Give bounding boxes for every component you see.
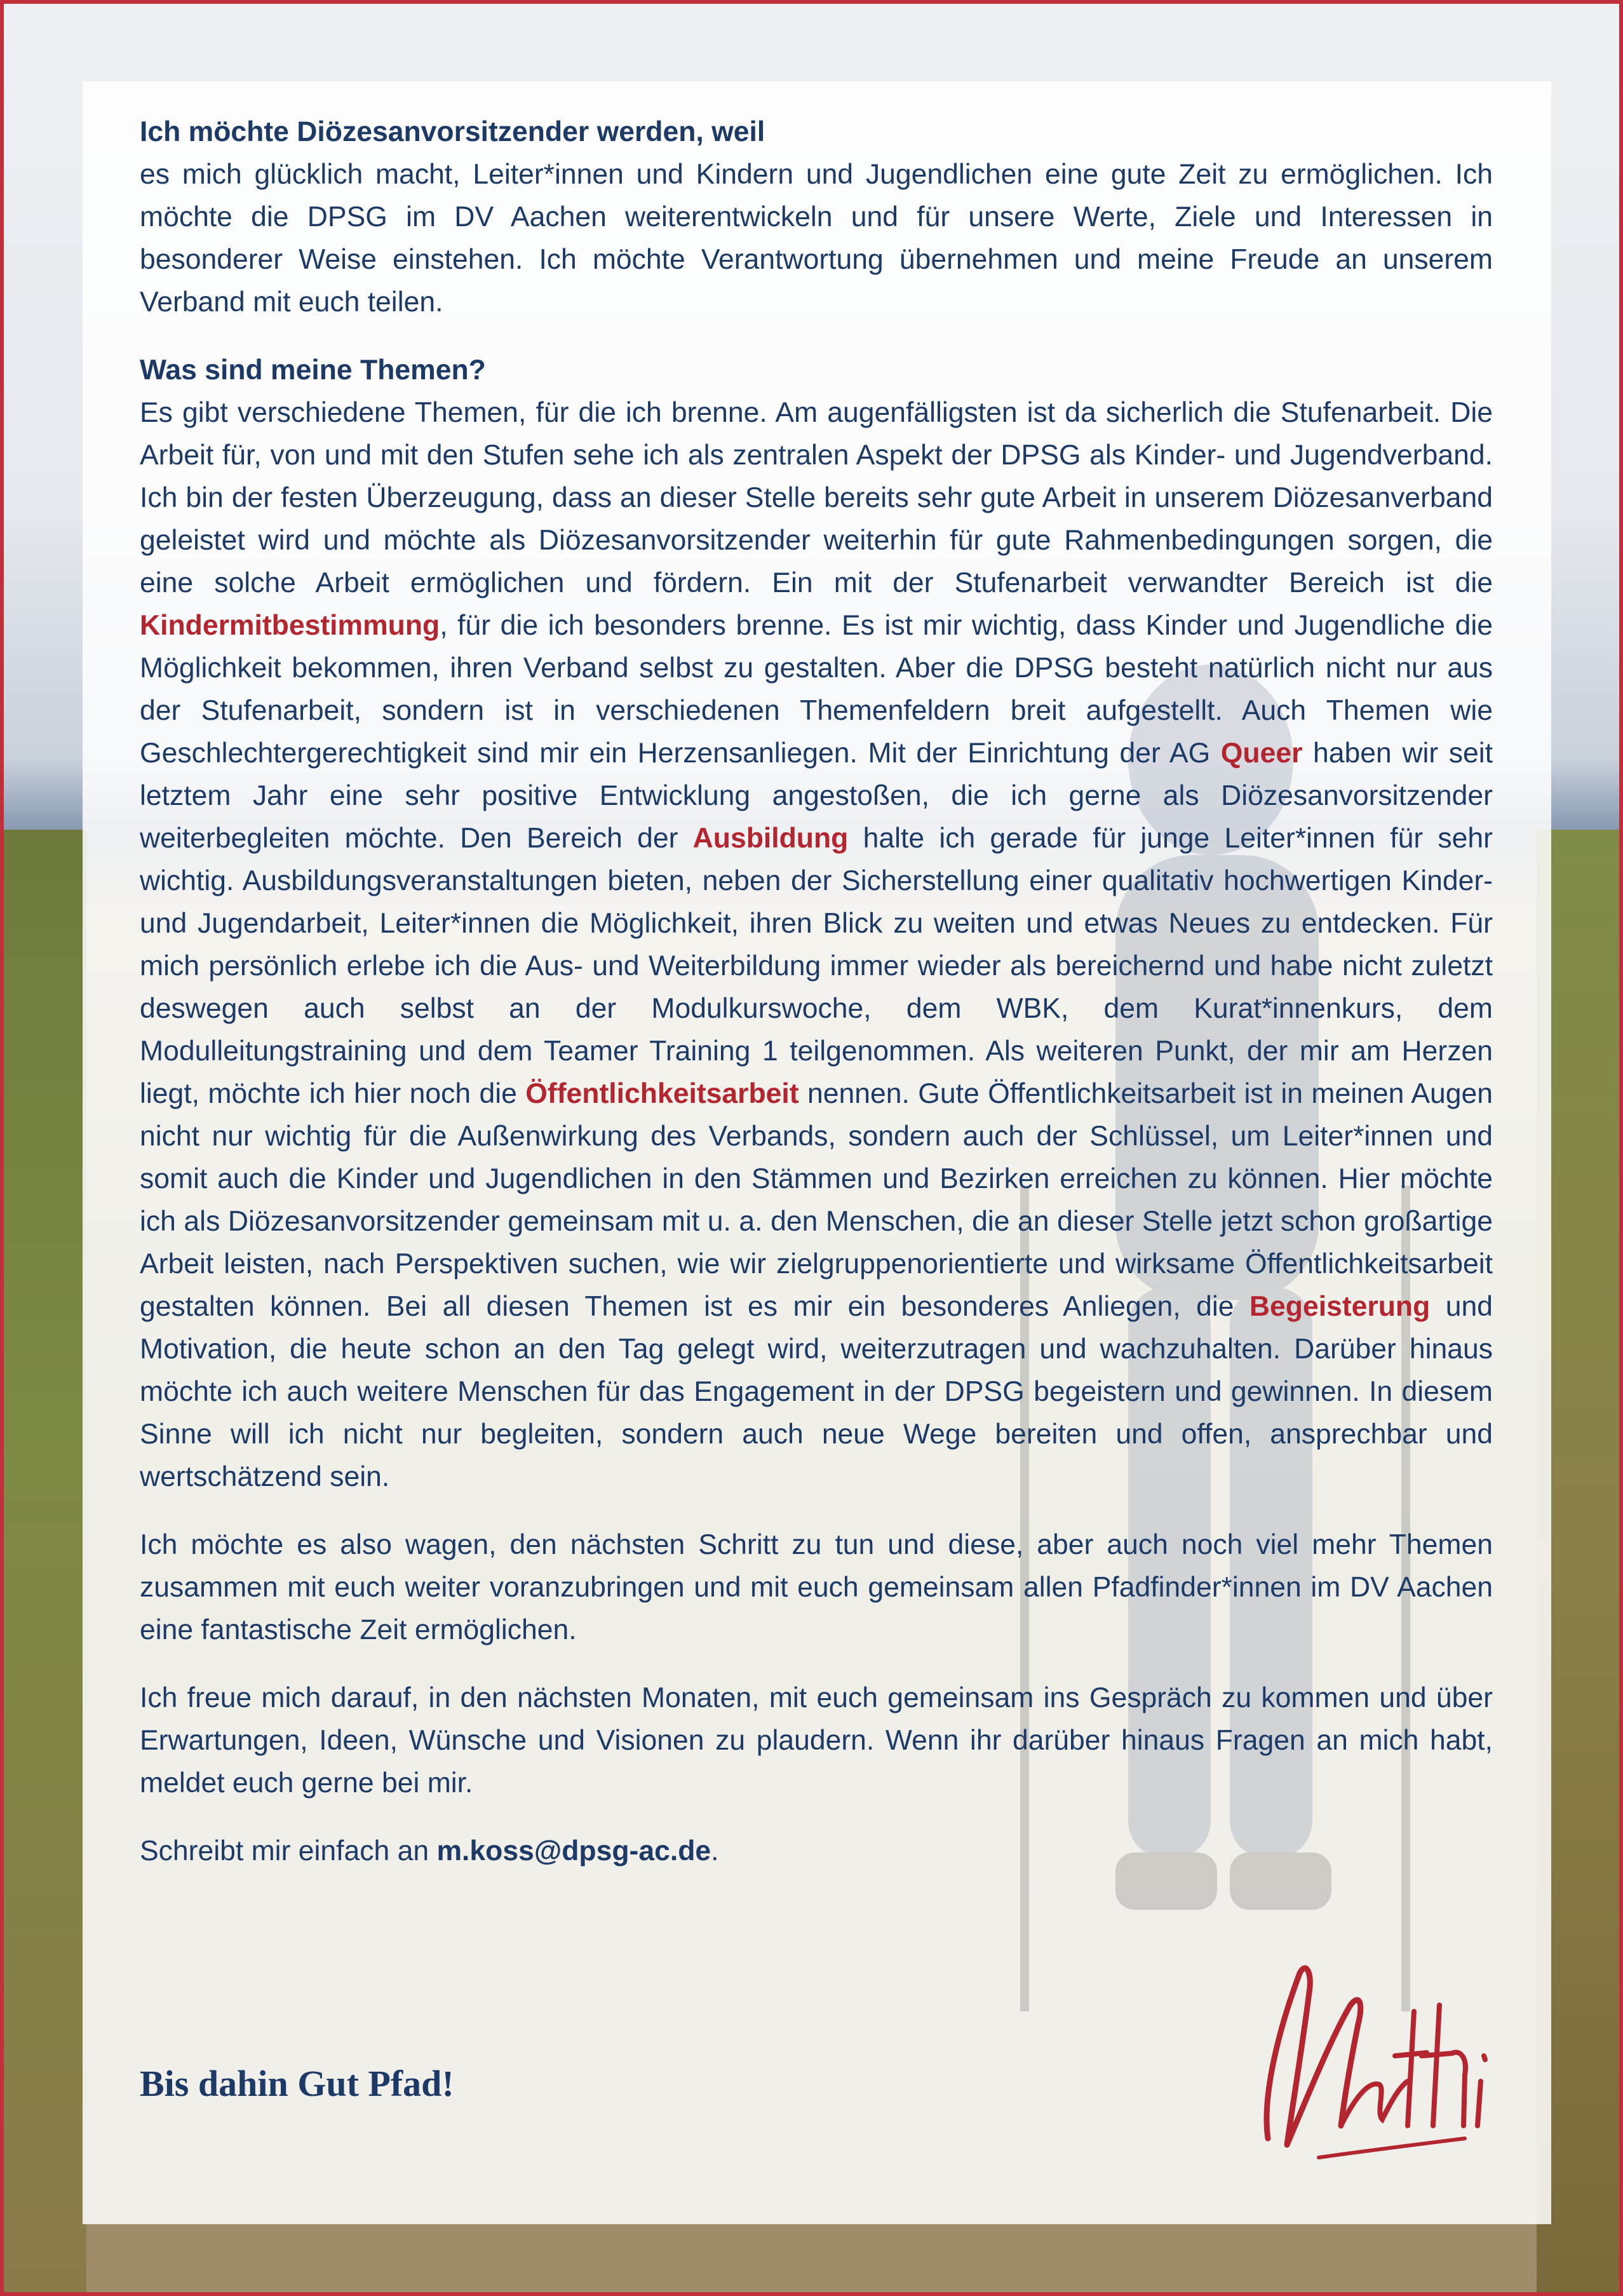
topics-text-6: und Motivation, die heute schon an den Tag gelegt wird, weiterzutragen und wachzuhalten. Darüber hinaus möchte ich auch weitere Menschen für das Engagement in der DPSG begeistern und gewinnen. In diesem Sinne will ich nicht nur begleiten, sondern auch neue Wege bereiten und offen, ansprechbar und wertschätzend sein. [140, 1291, 1493, 1492]
topics-text-5: nennen. Gute Öffentlichkeitsarbeit ist in meinen Augen nicht nur wichtig für die Außenwirkung des Verbands, sondern auch der Schlüssel, um Leiter*innen und somit auch die Kinder und Jugendlichen in den Stämmen und Bezirken erreichen zu können. Hier möchte ich als Diözesanvorsitzender gemeinsam mit u. a. den Menschen, die an dieser Stelle jetzt schon großartige Arbeit leisten, nach Perspektiven suchen, wie wir zielgruppenorientierte und wirksame Öffentlichkeitsarbeit gestalten können. Bei all diesen Themen ist es mir ein besonderes Anliegen, die [140, 1078, 1493, 1322]
paragraph-contact [140, 1830, 1493, 1872]
topics-text-1: Es gibt verschiedene Themen, für die ich brenne. Am augenfälligsten ist da sicherlich die Stufenarbeit. Die Arbeit für, von und mit den Stufen sehe ich als zentralen Aspekt der DPSG als Kinder- und Jugendverband. Ich bin der festen Überzeugung, dass an dieser Stelle bereits sehr gute Arbeit in unserem Diözesanverband geleistet wird und möchte als Diözesanvorsitzender weiterhin für gute Rahmenbedingungen sorgen, die eine solche Arbeit ermöglichen und fördern. Ein mit der Stufenarbeit verwandter Bereich ist die [140, 397, 1493, 598]
background-grass-left [4, 830, 86, 2296]
contact-prefix: Schreibt mir einfach an [140, 1835, 437, 1867]
paragraph-conversation: Ich freue mich darauf, in den nächsten Monaten, mit euch gemeinsam ins Gespräch zu kommen und über Erwartungen, Ideen, Wünsche und Visionen zu plaudern. Wenn ihr darüber hinaus Fragen an mich habt, meldet euch gerne bei mir. [140, 1682, 1493, 1799]
spacer [140, 1804, 1493, 1830]
paragraph-topics [140, 349, 1493, 1498]
signature [1223, 1935, 1516, 2177]
spacer [140, 1651, 1493, 1677]
spacer [140, 1498, 1493, 1523]
topics-text-2: , für die ich besonders brenne. Es ist mir wichtig, dass Kinder und Jugendliche die Möglichkeit bekommen, ihren Verband selbst zu gestalten. Aber die DPSG besteht natürlich nicht nur aus der Stufenarbeit, sondern ist in verschiedenen Themenfeldern breit aufgestellt. Auch Themen wie Geschlechtergerechtigkeit sind mir ein Herzensanliegen. Mit der Einrichtung der AG [140, 610, 1493, 769]
highlight-ausbildung: Ausbildung [692, 823, 849, 854]
highlight-queer: Queer [1220, 738, 1303, 769]
paragraph-next-step: Ich möchte es also wagen, den nächsten Schritt zu tun und diese, aber auch noch viel mehr Themen zusammen mit euch weiter voranzubringen und mit euch gemeinsam allen Pfadfinder*innen im DV Aachen eine fantastische Zeit ermöglichen. [140, 1529, 1493, 1645]
highlight-oeffentlichkeitsarbeit: Öffentlichkeitsarbeit [525, 1078, 799, 1109]
highlight-kindermitbestimmung: Kindermitbestimmung [140, 610, 440, 641]
topics-text-4: halte ich gerade für junge Leiter*innen für sehr wichtig. Ausbildungsveranstaltungen bieten, neben der Sicherstellung einer qualitativ hochwertigen Kinder- und Jugendarbeit, Leiter*innen die Möglichkeit, ihren Blick zu weiten und etwas Neues zu entdecken. Für mich persönlich erlebe ich die Aus- und Weiterbildung immer wieder als bereichernd und habe nicht zuletzt deswegen auch selbst an der Modulkurswoche, dem WBK, dem Kurat*innenkurs, dem Modulleitungstraining und dem Teamer Training 1 teilgenommen. Als weiteren Punkt, der mir am Herzen liegt, möchte ich hier noch die [140, 823, 1493, 1109]
letter-body [140, 111, 1493, 1872]
closing-greeting: Bis dahin Gut Pfad! [140, 2063, 454, 2104]
spacer [140, 323, 1493, 349]
heading-why: Ich möchte Diözesanvorsitzender werden, weil [140, 116, 765, 147]
email-link[interactable]: m.koss@dpsg-ac.de [436, 1835, 711, 1867]
contact-suffix: . [711, 1835, 719, 1867]
topics-text-3: haben wir seit letztem Jahr eine sehr positive Entwicklung angestoßen, die ich gerne als Diözesanvorsitzender weiterbegleiten möchte. Den Bereich der [140, 738, 1493, 854]
paragraph-intro [140, 111, 1493, 323]
highlight-begeisterung: Begeisterung [1249, 1291, 1431, 1322]
intro-text: es mich glücklich macht, Leiter*innen und Kindern und Jugendlichen eine gute Zeit zu ermöglichen. Ich möchte die DPSG im DV Aachen weiterentwickeln und für unsere Werte, Ziele und Interessen in besonderer Weise einstehen. Ich möchte Verantwortung übernehmen und meine Freude an unserem Verband mit euch teilen. [140, 159, 1493, 318]
heading-topics: Was sind meine Themen? [140, 355, 486, 386]
